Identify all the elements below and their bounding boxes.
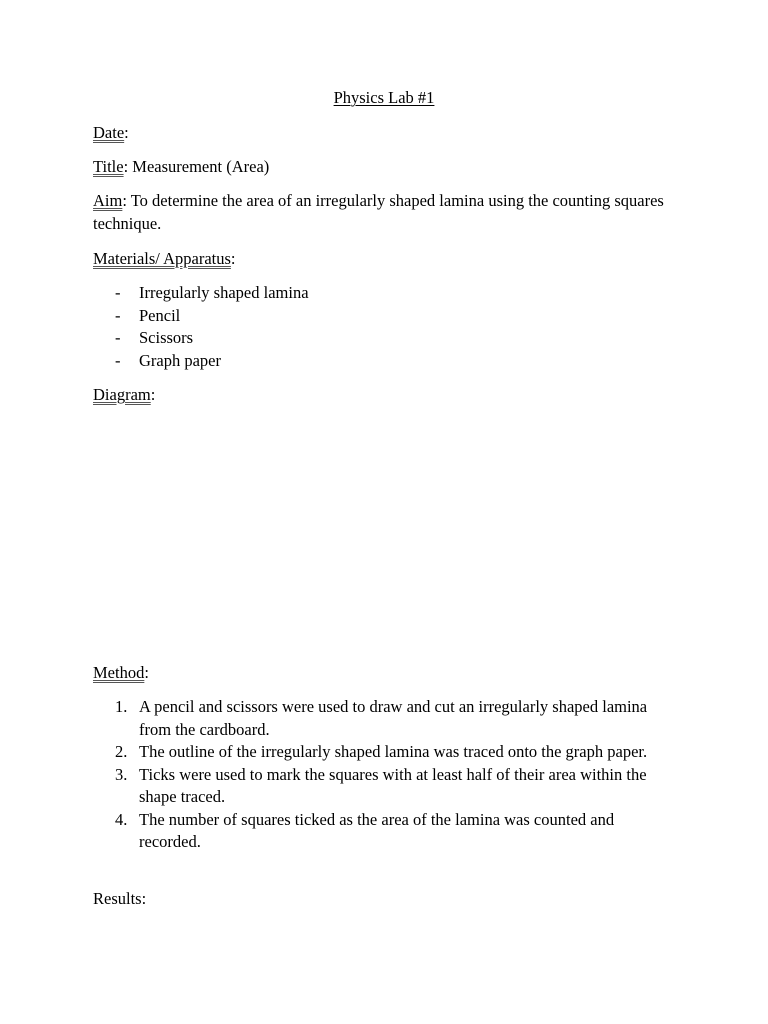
aim-field [93,190,678,235]
list-dash: - [115,328,121,347]
diagram-heading [93,384,678,407]
results-label: Results: [93,889,147,908]
list-item [93,327,678,350]
list-dash: - [115,350,121,370]
step-text: A pencil and scissors were used to draw and cut an irregularly shaped lamina from the cardboard. [139,697,648,739]
list-dash: - [115,283,121,302]
document-title [0,87,768,109]
materials-list [93,282,678,372]
step-text: The number of squares ticked as the area of the lamina was counted and recorded. [139,809,615,851]
list-item [93,282,678,305]
list-item [93,809,678,854]
list-item [93,764,678,809]
method-label-colon: : [144,663,149,682]
list-item [93,696,678,741]
method-list [93,696,678,854]
step-number: 3. [115,764,128,784]
list-item [93,305,678,328]
step-text: The outline of the irregularly shaped lamina was traced onto the graph paper. [139,742,648,761]
materials-heading [93,248,678,271]
list-item-text: Irregularly shaped lamina [139,283,309,302]
date-label-colon: : [124,123,129,142]
list-item-text: Pencil [139,305,181,325]
document-title-text: Physics Lab #1 [333,88,435,107]
title-label: Title [93,157,124,176]
list-item [93,350,678,373]
results-heading [93,888,678,911]
method-label: Method [93,663,145,682]
step-number: 4. [115,809,128,829]
diagram-label-colon: : [150,385,156,404]
step-text: Ticks were used to mark the squares with at least half of their area within the shape traced. [139,764,647,806]
step-number: 1. [115,697,128,716]
list-item [93,741,678,764]
materials-label-colon: : [230,249,236,268]
list-item-text: Graph paper [139,350,222,370]
materials-label: Materials/ Apparatus [93,249,231,268]
title-value: : Measurement (Area) [123,157,270,176]
title-field [93,156,678,179]
aim-text: : To determine the area of an irregularly shaped lamina using the counting squares technique. [93,191,664,233]
list-item-text: Scissors [139,328,194,347]
date-field [93,122,678,145]
aim-label: Aim [93,191,123,210]
method-heading [93,662,678,685]
list-dash: - [115,305,121,325]
step-number: 2. [115,742,128,761]
diagram-label: Diagram [93,385,151,404]
date-label: Date [93,123,125,142]
